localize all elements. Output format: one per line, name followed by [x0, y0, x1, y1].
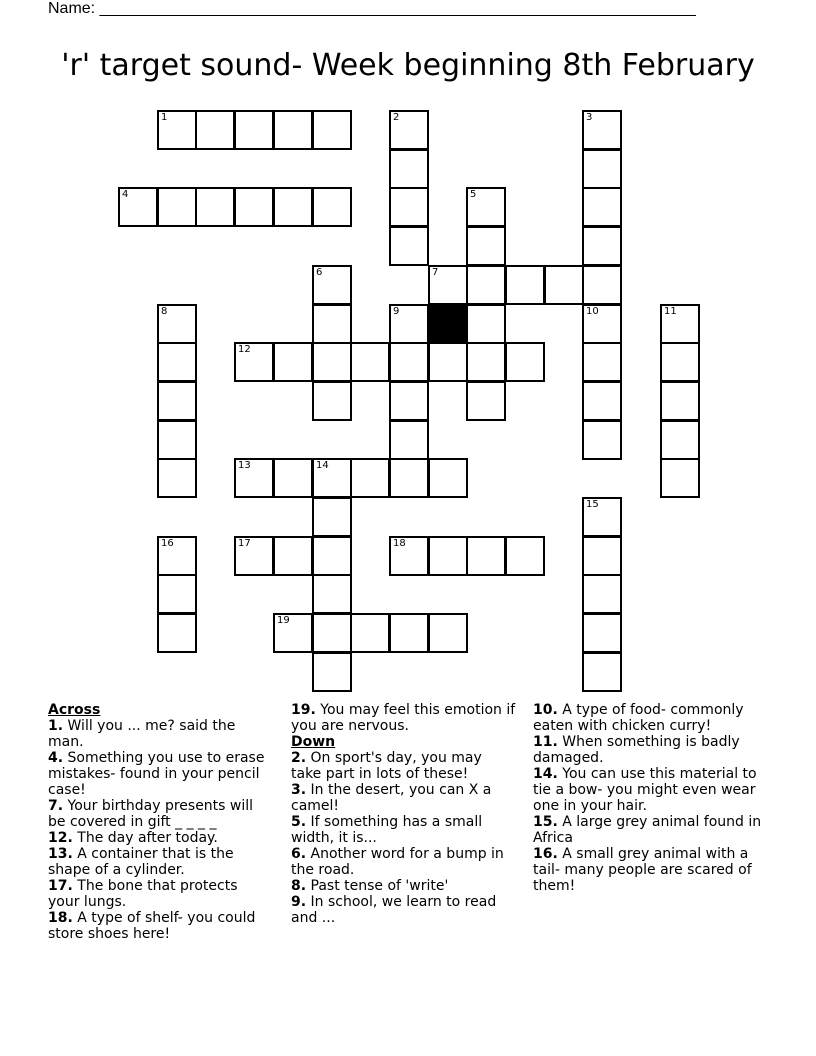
- crossword-cell[interactable]: [312, 265, 352, 305]
- crossword-cell[interactable]: [582, 652, 622, 692]
- crossword-cell[interactable]: [312, 497, 352, 537]
- crossword-cell[interactable]: [234, 536, 274, 576]
- crossword-block-cell: [428, 304, 468, 344]
- clue-number: 3: [586, 112, 593, 123]
- clue-number: 17: [238, 538, 251, 549]
- crossword-cell[interactable]: [428, 458, 468, 498]
- crossword-cell[interactable]: [195, 187, 235, 227]
- clue-number: 6: [316, 267, 323, 278]
- crossword-cell[interactable]: [157, 304, 197, 344]
- crossword-cell[interactable]: [466, 381, 506, 421]
- crossword-cell[interactable]: [660, 342, 700, 382]
- crossword-cell[interactable]: [312, 613, 352, 653]
- crossword-cell[interactable]: [466, 265, 506, 305]
- crossword-cell[interactable]: [389, 226, 429, 266]
- crossword-cell[interactable]: [466, 187, 506, 227]
- crossword-cell[interactable]: [428, 265, 468, 305]
- crossword-cell[interactable]: [582, 265, 622, 305]
- crossword-cell[interactable]: [389, 342, 429, 382]
- crossword-cell[interactable]: [273, 458, 313, 498]
- clue-down-5: 5. If something has a small width, it is...: [291, 814, 483, 846]
- crossword-cell[interactable]: [157, 420, 197, 460]
- clue-down-14: 14. You can use this material to tie a bow- you might even wear one in your hair.: [533, 766, 757, 814]
- crossword-cell[interactable]: [582, 226, 622, 266]
- crossword-cell[interactable]: [466, 304, 506, 344]
- clue-down-6: 6. Another word for a bump in the road.: [291, 846, 504, 878]
- crossword-cell[interactable]: [312, 536, 352, 576]
- clue-down-9: 9. In school, we learn to read and ...: [291, 894, 497, 926]
- clue-number: 9: [393, 306, 400, 317]
- crossword-cell[interactable]: [582, 497, 622, 537]
- crossword-cell[interactable]: [544, 265, 584, 305]
- crossword-cell[interactable]: [312, 574, 352, 614]
- crossword-cell[interactable]: [389, 304, 429, 344]
- crossword-cell[interactable]: [157, 342, 197, 382]
- crossword-cell[interactable]: [157, 381, 197, 421]
- clue-across-4: 4. Something you use to erase mistakes- found in your pencil case!: [48, 750, 265, 798]
- clues-column-3: [533, 702, 773, 894]
- clue-down-3: 3. In the desert, you can X a camel!: [291, 782, 492, 814]
- crossword-cell[interactable]: [389, 613, 429, 653]
- crossword-cell[interactable]: [505, 342, 545, 382]
- crossword-cell[interactable]: [350, 342, 390, 382]
- crossword-cell[interactable]: [582, 187, 622, 227]
- crossword-cell[interactable]: [660, 420, 700, 460]
- crossword-cell[interactable]: [582, 381, 622, 421]
- crossword-cell[interactable]: [157, 574, 197, 614]
- crossword-cell[interactable]: [350, 613, 390, 653]
- crossword-cell[interactable]: [428, 536, 468, 576]
- clue-down-15: 15. A large grey animal found in Africa: [533, 814, 762, 846]
- crossword-cell[interactable]: [466, 226, 506, 266]
- crossword-cell[interactable]: [273, 110, 313, 150]
- crossword-cell[interactable]: [234, 342, 274, 382]
- clue-number: 19: [277, 615, 290, 626]
- name-line[interactable]: Name: ___________________________________________________________________: [48, 0, 696, 17]
- clue-number: 12: [238, 344, 251, 355]
- crossword-cell[interactable]: [505, 265, 545, 305]
- crossword-cell[interactable]: [389, 381, 429, 421]
- crossword-cell[interactable]: [582, 420, 622, 460]
- clue-across-13: 13. A container that is the shape of a cylinder.: [48, 846, 234, 878]
- crossword-cell[interactable]: [466, 536, 506, 576]
- clue-number: 13: [238, 460, 251, 471]
- clue-down-10: 10. A type of food- commonly eaten with chicken curry!: [533, 702, 744, 734]
- crossword-cell[interactable]: [157, 613, 197, 653]
- clue-number: 14: [316, 460, 329, 471]
- clue-number: 5: [470, 189, 477, 200]
- crossword-cell[interactable]: [505, 536, 545, 576]
- clue-number: 10: [586, 306, 599, 317]
- crossword-cell[interactable]: [389, 458, 429, 498]
- clue-down-16: 16. A small grey animal with a tail- many people are scared of them!: [533, 846, 752, 894]
- crossword-cell[interactable]: [389, 420, 429, 460]
- clue-down-2: 2. On sport's day, you may take part in lots of these!: [291, 750, 482, 782]
- crossword-cell[interactable]: [312, 110, 352, 150]
- clue-number: 2: [393, 112, 400, 123]
- crossword-cell[interactable]: [582, 110, 622, 150]
- clue-number: 1: [161, 112, 168, 123]
- crossword-cell[interactable]: [234, 458, 274, 498]
- crossword-cell[interactable]: [660, 458, 700, 498]
- crossword-cell[interactable]: [195, 110, 235, 150]
- crossword-cell[interactable]: [466, 342, 506, 382]
- crossword-cell[interactable]: [273, 187, 313, 227]
- clue-across-7: 7. Your birthday presents will be covered in gift _ _ _ _: [48, 798, 254, 830]
- crossword-cell[interactable]: [428, 342, 468, 382]
- clues-column-1: [48, 702, 273, 942]
- clue-down-11: 11. When something is badly damaged.: [533, 734, 740, 766]
- clue-number: 11: [664, 306, 677, 317]
- crossword-cell[interactable]: [312, 342, 352, 382]
- crossword-cell[interactable]: [582, 342, 622, 382]
- crossword-cell[interactable]: [428, 613, 468, 653]
- crossword-cell[interactable]: [582, 536, 622, 576]
- crossword-cell[interactable]: [273, 342, 313, 382]
- crossword-cell[interactable]: [157, 458, 197, 498]
- clue-number: 7: [432, 267, 439, 278]
- crossword-cell[interactable]: [582, 574, 622, 614]
- crossword-cell[interactable]: [157, 187, 197, 227]
- crossword-cell[interactable]: [234, 187, 274, 227]
- clue-across-12: 12. The day after today.: [48, 830, 218, 846]
- clue-number: 4: [122, 189, 129, 200]
- crossword-cell[interactable]: [157, 110, 197, 150]
- crossword-cell[interactable]: [350, 458, 390, 498]
- clue-number: 18: [393, 538, 406, 549]
- page-title: 'r' target sound- Week beginning 8th February: [61, 48, 755, 83]
- crossword-cell[interactable]: [389, 149, 429, 189]
- clue-number: 16: [161, 538, 174, 549]
- clue-number: 8: [161, 306, 168, 317]
- crossword-cell[interactable]: [312, 187, 352, 227]
- across-header: Across: [48, 702, 101, 718]
- crossword-cell[interactable]: [389, 187, 429, 227]
- crossword-cell[interactable]: [312, 652, 352, 692]
- crossword-cell[interactable]: [582, 304, 622, 344]
- crossword-cell[interactable]: [118, 187, 158, 227]
- clue-across-19: 19. You may feel this emotion if you are nervous.: [291, 702, 516, 734]
- crossword-cell[interactable]: [157, 536, 197, 576]
- down-header: Down: [291, 734, 336, 750]
- crossword-cell[interactable]: [582, 149, 622, 189]
- clue-across-18: 18. A type of shelf- you could store shoes here!: [48, 910, 256, 942]
- crossword-cell[interactable]: [660, 381, 700, 421]
- crossword-cell[interactable]: [273, 536, 313, 576]
- clue-number: 15: [586, 499, 599, 510]
- crossword-cell[interactable]: [582, 613, 622, 653]
- clue-down-8: 8. Past tense of 'write': [291, 878, 449, 894]
- clue-across-17: 17. The bone that protects your lungs.: [48, 878, 238, 910]
- crossword-cell[interactable]: [389, 536, 429, 576]
- crossword-cell[interactable]: [389, 110, 429, 150]
- crossword-cell[interactable]: [660, 304, 700, 344]
- crossword-cell[interactable]: [312, 458, 352, 498]
- crossword-cell[interactable]: [312, 381, 352, 421]
- crossword-cell[interactable]: [273, 613, 313, 653]
- clues-column-2: [291, 702, 516, 926]
- crossword-cell[interactable]: [234, 110, 274, 150]
- crossword-cell[interactable]: [312, 304, 352, 344]
- clue-across-1: 1. Will you ... me? said the man.: [48, 718, 236, 750]
